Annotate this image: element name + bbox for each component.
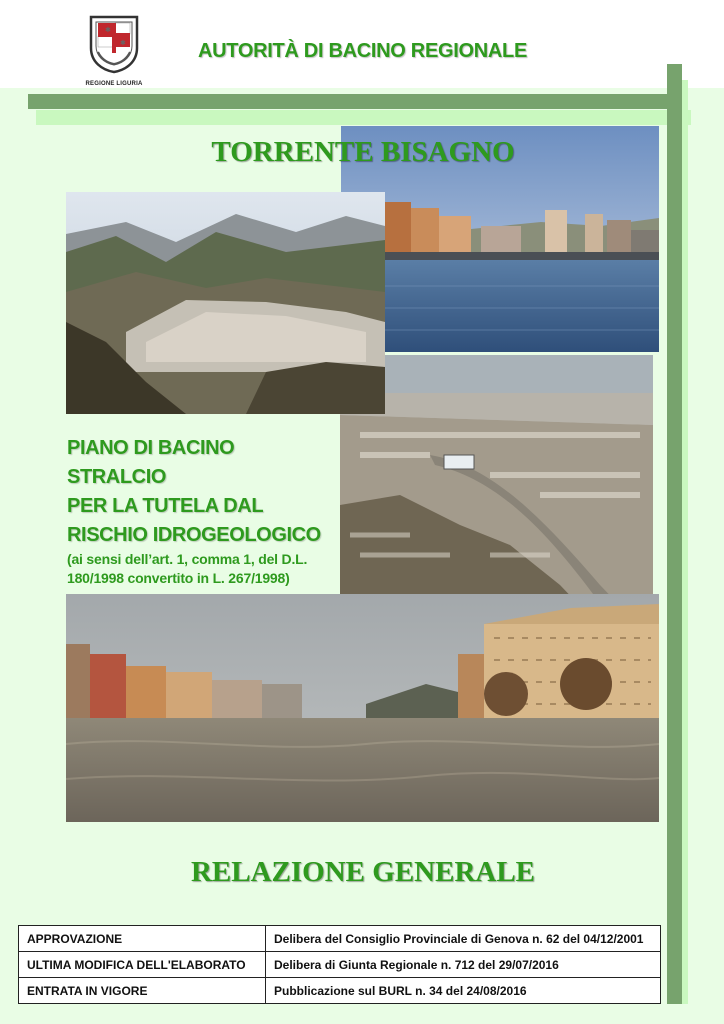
plan-line: STRALCIO bbox=[67, 466, 167, 488]
row-value: Delibera di Giunta Regionale n. 712 del 29/07/2016 bbox=[266, 952, 661, 978]
photo-valley bbox=[66, 192, 385, 414]
region-logo bbox=[85, 14, 143, 88]
document-title: TORRENTE BISAGNO bbox=[211, 136, 515, 168]
authority-heading: AUTORITÀ DI BACINO REGIONALE bbox=[197, 40, 527, 62]
row-value: Delibera del Consiglio Provinciale di Genova n. 62 del 04/12/2001 bbox=[266, 926, 661, 952]
plan-line: PIANO DI BACINO bbox=[67, 437, 235, 459]
table-row bbox=[19, 926, 661, 952]
plan-line: RISCHIO IDROGEOLOGICO bbox=[67, 524, 321, 546]
decorative-vertical-bar-dark bbox=[667, 64, 682, 1004]
row-value: Pubblicazione sul BURL n. 34 del 24/08/2016 bbox=[266, 978, 661, 1004]
plan-legal-note: 180/1998 convertito in L. 267/1998) bbox=[67, 570, 290, 586]
row-label: APPROVAZIONE bbox=[19, 926, 266, 952]
photo-aerial-city bbox=[340, 355, 653, 606]
logo-caption: REGIONE LIGURIA bbox=[85, 81, 143, 87]
plan-legal-note: (ai sensi dell’art. 1, comma 1, del D.L. bbox=[67, 551, 308, 567]
regione-liguria-shield-icon bbox=[88, 14, 140, 74]
svg-text:✱: ✱ bbox=[120, 39, 126, 47]
svg-text:✱: ✱ bbox=[105, 26, 111, 34]
decorative-bar-dark bbox=[28, 94, 683, 109]
plan-line: PER LA TUTELA DAL bbox=[67, 495, 264, 517]
table-row bbox=[19, 978, 661, 1004]
document-info-table bbox=[18, 925, 661, 1004]
report-title: RELAZIONE GENERALE bbox=[190, 856, 536, 888]
row-label: ENTRATA IN VIGORE bbox=[19, 978, 266, 1004]
plan-description bbox=[67, 434, 342, 588]
table-row bbox=[19, 952, 661, 978]
decorative-bar-light bbox=[36, 110, 691, 125]
row-label: ULTIMA MODIFICA DELL'ELABORATO bbox=[19, 952, 266, 978]
photo-flood-river bbox=[66, 594, 659, 822]
